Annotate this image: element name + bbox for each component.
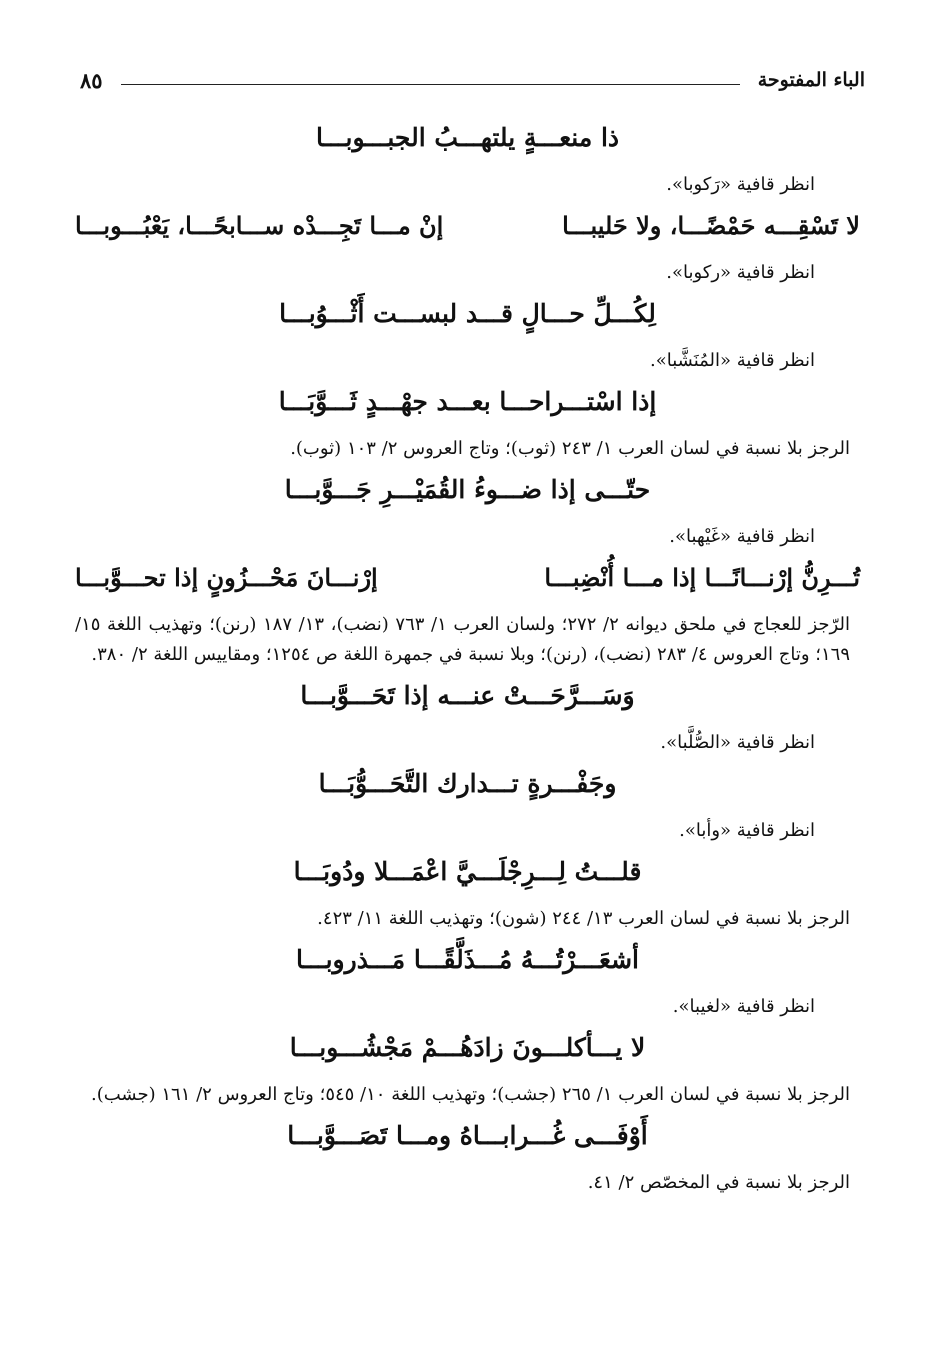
section-title: الباء المفتوحة [757,69,865,91]
verse-line: لِكُـــلِّ حـــالٍ قـــد لبســـت أَثْـــوُبـــا [279,299,656,328]
verse-line: أَوْفَـــى غُـــرابـــاهُ ومـــا تَصَـــوَّبـــا [287,1121,648,1150]
cross-reference-note: انظر قافية «الصُّلَّبا». [660,732,815,753]
verse-first-hemistich: لا تَسْقِـــه حَمْضًـــا، ولا حَليبـــا [562,211,860,240]
source-note: الرّجز للعجاج في ملحق ديوانه ٢/ ٢٧٢؛ ولسان العرب ١/ ٧٦٣ (نضب)، ١٣/ ١٨٧ (رنن)؛ وتهذيب اللغة ١٥/ ١٦٩؛ وتاج العروس ٤/ ٢٨٣ (نضب)، (رنن)؛ وبلا نسبة في جمهرة اللغة ص ١٢٥٤؛ ومقاييس اللغة ٢/ ٣٨٠. [75,614,850,665]
verse-line: إذا اسْتـــراحـــا بعـــد جهْـــدٍ ثَـــوَّبَـــا [278,387,657,416]
source-note: الرجز بلا نسبة في المخصّص ٢/ ٤١. [587,1172,850,1193]
source-note: الرجز بلا نسبة في لسان العرب ١٣/ ٢٤٤ (شون)؛ وتهذيب اللغة ١١/ ٤٢٣. [317,908,850,929]
verse-line-two-hemistichs [75,208,860,244]
page-body [75,112,860,1206]
cross-reference-note: انظر قافية «ركوبا». [666,262,815,283]
verse-line: أشعَـــرْتُـــهُ مُـــذَلَّقًـــا مَـــذروبـــا [296,945,639,974]
cross-reference-note: انظر قافية «لغيبا». [672,996,815,1017]
verse-first-hemistich: تُـــرِنُّ إرْنـــانًـــا إذا مـــا أُنْضِبـــا [544,563,860,592]
source-note: الرجز بلا نسبة في لسان العرب ١/ ٢٤٣ (ثوب)؛ وتاج العروس ٢/ ١٠٣ (ثوب). [290,438,850,459]
page-number: ٨٥ [80,67,103,93]
verse-line: قلـــتُ لِـــرِجْلَـــيَّ اعْمَـــلا ودُوبَـــا [293,857,642,886]
verse-second-hemistich: إنْ مـــا تَجِـــدْه ســـابحًـــا، يَعْبُـــوبـــا [75,211,444,240]
running-header [80,60,865,100]
cross-reference-note: انظر قافية «المُنَشَّبا». [650,350,815,371]
cross-reference-note: انظر قافية «رَكوبا». [666,174,815,195]
verse-second-hemistich: إرْنـــانَ مَحْـــزُونٍ إذا تحـــوَّبـــا [75,563,378,592]
verse-line-two-hemistichs [75,560,860,596]
verse-line: وجَفْـــرةٍ تـــدارك التَّحَـــوُّبَـــا [318,769,617,798]
verse-line: حتّـــى إذا ضـــوءُ القُمَيْـــرِ جَـــوَّبـــا [284,475,651,504]
verse-line: وَسَـــرَّحَـــتْ عنـــه إذا تَحَـــوَّبـــا [300,681,635,710]
header-rule [121,84,740,85]
source-note: الرجز بلا نسبة في لسان العرب ١/ ٢٦٥ (جشب)؛ وتهذيب اللغة ١٠/ ٥٤٥؛ وتاج العروس ٢/ ١٦١ (جشب). [91,1084,850,1105]
verse-line: ذا منعـــةٍ يلتهـــبُ الجبـــوبـــا [315,123,620,152]
verse-line: لا يـــأكلـــونَ زادَهُـــمْ مَجْشُـــوبـــا [289,1033,646,1062]
cross-reference-note: انظر قافية «غَيْهبا». [669,526,815,547]
cross-reference-note: انظر قافية «وأبا». [679,820,815,841]
